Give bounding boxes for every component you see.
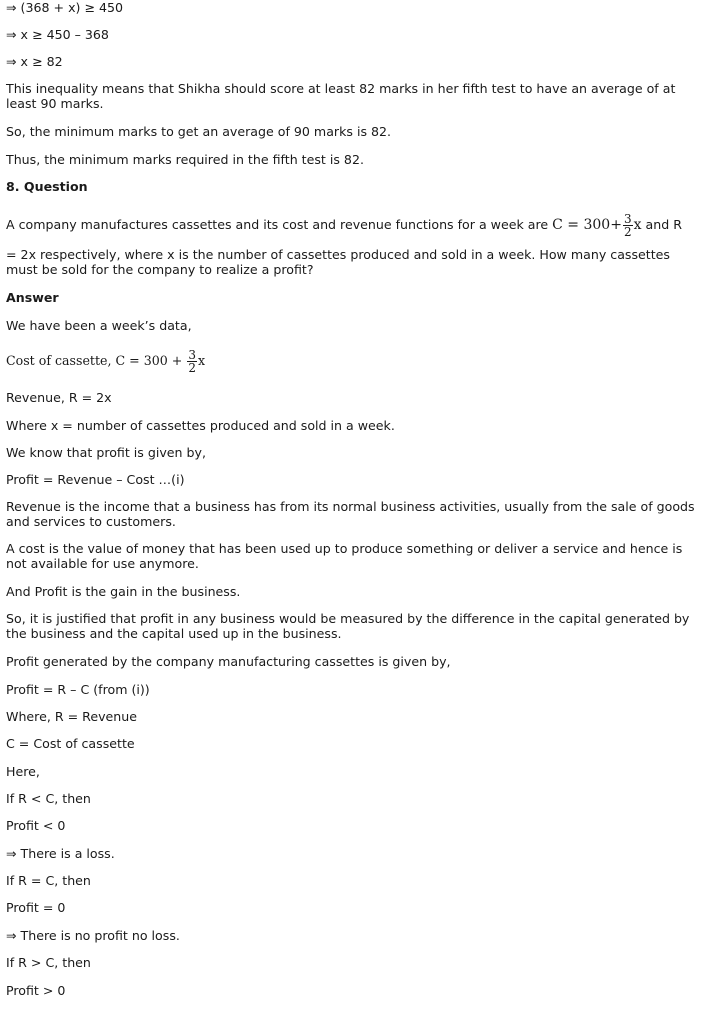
where-r: Where, R = Revenue [6, 709, 137, 724]
know-profit: We know that profit is given by, [6, 445, 206, 460]
profit-generated: Profit generated by the company manufacturing cassettes is given by, [6, 654, 451, 669]
step-3: ⇒ x ≥ 82 [6, 54, 63, 69]
here: Here, [6, 764, 40, 779]
question-heading: 8. Question [6, 179, 88, 194]
question-text-pre: A company manufactures cassettes and its cost and revenue functions for a week are [6, 217, 549, 232]
min-marks: So, the minimum marks to get an average of 90 marks is 82. [6, 124, 392, 139]
question-line-1 [6, 208, 682, 242]
c-cost: C = Cost of cassette [6, 736, 135, 751]
profit-definition: And Profit is the gain in the business. [6, 584, 241, 599]
question-formula [552, 211, 642, 239]
cost-fraction-numerator: 3 [188, 348, 196, 362]
fraction-numerator: 3 [623, 211, 632, 226]
profit-equation: Profit = Revenue – Cost …(i) [6, 472, 185, 487]
cost-label: Cost of cassette, C = 300 + [6, 353, 183, 368]
cost-variable: x [197, 353, 206, 368]
cost-fraction [187, 349, 197, 374]
profit-rc: Profit = R – C (from (i)) [6, 682, 150, 697]
case-2-profit: Profit = 0 [6, 900, 66, 915]
formula-fraction [623, 213, 633, 238]
answer-heading: Answer [6, 290, 59, 305]
where-x: Where x = number of cassettes produced and sold in a week. [6, 418, 395, 433]
cost-definition: A cost is the value of money that has been used up to produce something or deliver a service and hence is not available for use anymore. [6, 541, 683, 571]
inequality-meaning: This inequality means that Shikha should score at least 82 marks in her fifth test to have an average of at least 90 marks. [6, 81, 676, 111]
case-1-result: ⇒ There is a loss. [6, 846, 115, 861]
case-2: If R = C, then [6, 873, 91, 888]
weeks-data: We have been a week’s data, [6, 318, 192, 333]
formula-lhs: C = 300+ [552, 217, 622, 233]
step-1: ⇒ (368 + x) ≥ 450 [6, 0, 124, 15]
question-text-post: = 2x respectively, where x is the number of cassettes produced and sold in a week. How many cassettes must be sold for the company to realize a profit? [6, 247, 670, 277]
cost-formula [6, 344, 205, 378]
revenue-definition: Revenue is the income that a business has from its normal business activities, usually from the sale of goods and services to customers. [6, 499, 695, 529]
case-3: If R > C, then [6, 955, 91, 970]
case-2-result: ⇒ There is no profit no loss. [6, 928, 180, 943]
revenue: Revenue, R = 2x [6, 390, 112, 405]
fraction-denominator: 2 [623, 224, 632, 239]
cost-fraction-denominator: 2 [188, 361, 196, 375]
case-1-profit: Profit < 0 [6, 818, 66, 833]
case-3-profit: Profit > 0 [6, 983, 66, 998]
case-1: If R < C, then [6, 791, 91, 806]
conclusion: Thus, the minimum marks required in the fifth test is 82. [6, 152, 364, 167]
justified: So, it is justified that profit in any business would be measured by the difference in the capital generated by the business and the capital used up in the business. [6, 611, 690, 641]
question-text-mid: and R [645, 217, 682, 232]
formula-variable: x [633, 217, 642, 233]
step-2: ⇒ x ≥ 450 – 368 [6, 27, 109, 42]
